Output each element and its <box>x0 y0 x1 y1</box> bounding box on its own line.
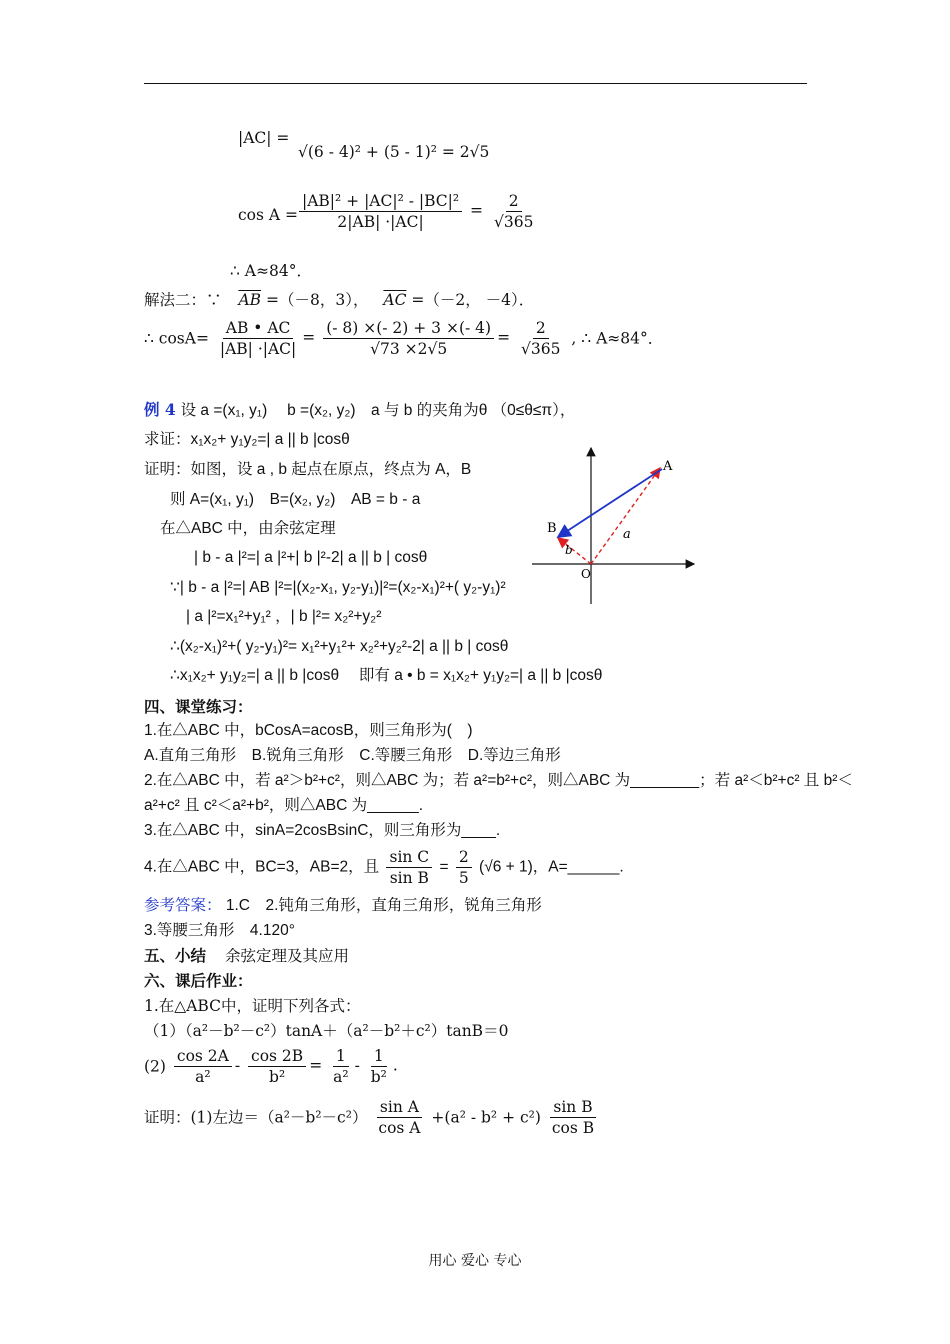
summary-line <box>144 946 349 966</box>
h1-2-f3-den: a² <box>333 1068 349 1086</box>
vector-b-arrow <box>558 538 591 564</box>
h1-2-f2-num: cos 2B <box>248 1046 306 1067</box>
vector-ab: $\overline{AB}$ <box>238 291 262 309</box>
vector-a-label: a <box>623 527 631 542</box>
practice-q4 <box>144 847 624 888</box>
summary-text: 余弦定理及其应用 <box>224 947 349 965</box>
homework-proof <box>144 1097 600 1138</box>
practice-q1: 1.在△ABC 中，bCosA=acosB，则三角形为( ) <box>144 722 473 739</box>
proof-f1-den: cos A <box>378 1119 421 1137</box>
vector-ac: $\overline{AC}$ <box>383 291 407 309</box>
conclusion-1: ∴ A≈84°． <box>230 262 312 280</box>
proof-line-3: 在△ABC 中，由余弦定理 <box>160 520 336 537</box>
method2-conclusion: , ∴ A≈84°． <box>571 329 664 348</box>
origin-label: O <box>581 567 591 581</box>
proof-line-1: 证明：如图，设 a , b 起点在原点，终点为 A，B <box>144 461 472 478</box>
vector-ab-arrow <box>558 469 662 537</box>
q4-frac-num: sin C <box>386 847 432 868</box>
cos-numerator: |AB|² + |AC|² - |BC|² <box>299 191 462 212</box>
example4-statement: 设 a =(x₁, y₁) b =(x₂, y₂) a 与 b 的夹角为θ （0≤θ≤π）， <box>180 402 576 419</box>
example4-prove: 求证：x₁x₂+ y₁y₂=| a || b |cosθ <box>144 431 350 448</box>
summary-heading: 五、小结 <box>144 946 207 965</box>
method2-intro: 解法二：∵ <box>144 291 222 309</box>
point-a-label: A <box>663 459 673 474</box>
cos-equals: = <box>470 201 484 220</box>
practice-q3: 3.在△ABC 中，sinA=2cosBsinC，则三角形为____. <box>144 822 501 839</box>
proof-line-6: | a |²=x₁²+y₁² ，| b |²= x₂²+y₂² <box>186 608 382 625</box>
homework-h1-2: (2) $\frac{\cos 2A}{\text{a²}}$ - $\frac{\cos 2B}{\text{b²}}$ = $\frac{1}{\text{a²}}$ - $\frac{1}{\text{b²}}$ . <box>144 1047 398 1086</box>
m2-frac2-den: √73 ×2√5 <box>370 340 448 358</box>
practice-heading: 四、课堂练习： <box>144 697 253 716</box>
example4-statement-line <box>144 400 575 421</box>
m2-frac3-den: √365 <box>521 340 561 358</box>
practice-q2-line2: a²+c² 且 c²＜a²+b²，则△ABC 为______. <box>144 797 424 814</box>
cos-result-numerator: 2 <box>506 191 522 212</box>
proof-line-2: 则 A=(x₁, y₁) B=(x₂, y₂) AB = b - a <box>170 491 421 508</box>
answers-label: 参考答案： <box>144 897 222 914</box>
homework-heading: 六、课后作业： <box>144 971 253 990</box>
ac-value: √(6 - 4)² + (5 - 1)² = 2√5 <box>298 143 490 161</box>
h1-2-f4-num: 1 <box>371 1046 387 1067</box>
m2-frac3-num: 2 <box>533 318 549 339</box>
practice-q4-tail: (√6 + 1)，A=______. <box>479 858 624 876</box>
method2-cos-line: ∴ cosA= $\frac{AB • AC}{|AB| \cdot|AC|}$ = $\frac{(- 8) \times(- 2) + 3 \times(- 4)}{√73 \times 2√5}$ = $\frac{2}{√365}$ , ∴ A≈84°． <box>144 319 664 358</box>
answers-line-1 <box>144 896 542 916</box>
method2-line <box>144 290 534 310</box>
vector-b-label: b <box>565 543 573 557</box>
vector-ab-value: =（－8，3）， <box>265 291 369 309</box>
h1-2-f1-num: cos 2A <box>174 1046 232 1067</box>
vector-diagram <box>528 444 700 608</box>
q4-k-num: 2 <box>456 847 472 868</box>
answers-text-1: 1.C 2.钝角三角形，直角三角形，锐角三角形 <box>225 897 542 914</box>
page-footer: 用心 爱心 专心 <box>428 1253 522 1269</box>
vector-ac-value: =（－2， －4）． <box>411 291 535 309</box>
proof-f2-num: sin B <box>550 1097 595 1118</box>
proof-mid: +(a² - b² + c²) <box>431 1108 541 1127</box>
q4-frac-den: sin B <box>389 869 429 887</box>
practice-q1-options: A.直角三角形 B.锐角三角形 C.等腰三角形 D.等边三角形 <box>144 747 561 764</box>
homework-h1: 1.在△ABC中，证明下列各式： <box>144 997 361 1015</box>
point-b-label: B <box>547 521 557 536</box>
h1-2-label: (2) <box>144 1057 166 1076</box>
practice-q2-line1: 2.在△ABC 中，若 a²＞b²+c²，则△ABC 为；若 a²=b²+c²，则△ABC 为________；若 a²＜b²+c² 且 b²＜ <box>144 772 853 789</box>
ac-label: |AC| = <box>238 129 290 147</box>
proof-line-8: ∴x₁x₂+ y₁y₂=| a || b |cosθ 即有 a • b = x₁x₂+ y₁y₂=| a || b |cosθ <box>170 667 603 684</box>
proof-prefix: 证明：(1)左边＝（a²－b²－c²） <box>144 1108 368 1127</box>
m2-frac2-num: (- 8) ×(- 2) + 3 ×(- 4) <box>323 318 494 339</box>
proof-line-5: ∵| b - a |²=| AB |²=|(x₂-x₁, y₂-y₁)|²=(x₂-x₁)²+( y₂-y₁)² <box>170 579 506 596</box>
cos-result-denominator: √365 <box>493 213 534 231</box>
practice-q4-prefix: 4.在△ABC 中，BC=3，AB=2，且 <box>144 858 380 876</box>
h1-2-f2-den: b² <box>269 1068 286 1086</box>
example4-label: 例 4 <box>144 400 176 419</box>
homework-h1-1: （1）（a²－b²－c²）tanA＋（a²－b²＋c²）tanB＝0 <box>144 1022 509 1040</box>
proof-line-4: | b - a |²=| a |²+| b |²-2| a || b | cosθ <box>194 549 428 566</box>
m2-frac1-den: |AB| ·|AC| <box>219 340 297 358</box>
h1-2-f4-den: b² <box>370 1068 387 1086</box>
header-rule <box>144 83 807 84</box>
cos-fraction <box>296 191 539 232</box>
cos-denominator: 2|AB| ·|AC| <box>337 213 424 231</box>
h1-2-f3-num: 1 <box>333 1046 349 1067</box>
q4-equals: = <box>439 858 449 876</box>
method2-prefix: ∴ cosA= <box>144 329 209 348</box>
proof-line-7: ∴(x₂-x₁)²+( y₂-y₁)²= x₁²+y₁²+ x₂²+y₂²-2| a || b | cosθ <box>170 638 509 655</box>
cos-lhs: cos A = <box>238 206 299 224</box>
proof-f1-num: sin A <box>377 1097 422 1118</box>
vector-a-arrow <box>591 468 660 564</box>
m2-frac1-num: AB • AC <box>223 318 294 339</box>
answers-line-2: 3.等腰三角形 4.120° <box>144 922 295 939</box>
q4-k-den: 5 <box>458 869 469 887</box>
h1-2-f1-den: a² <box>195 1068 211 1086</box>
proof-f2-den: cos B <box>551 1119 595 1137</box>
